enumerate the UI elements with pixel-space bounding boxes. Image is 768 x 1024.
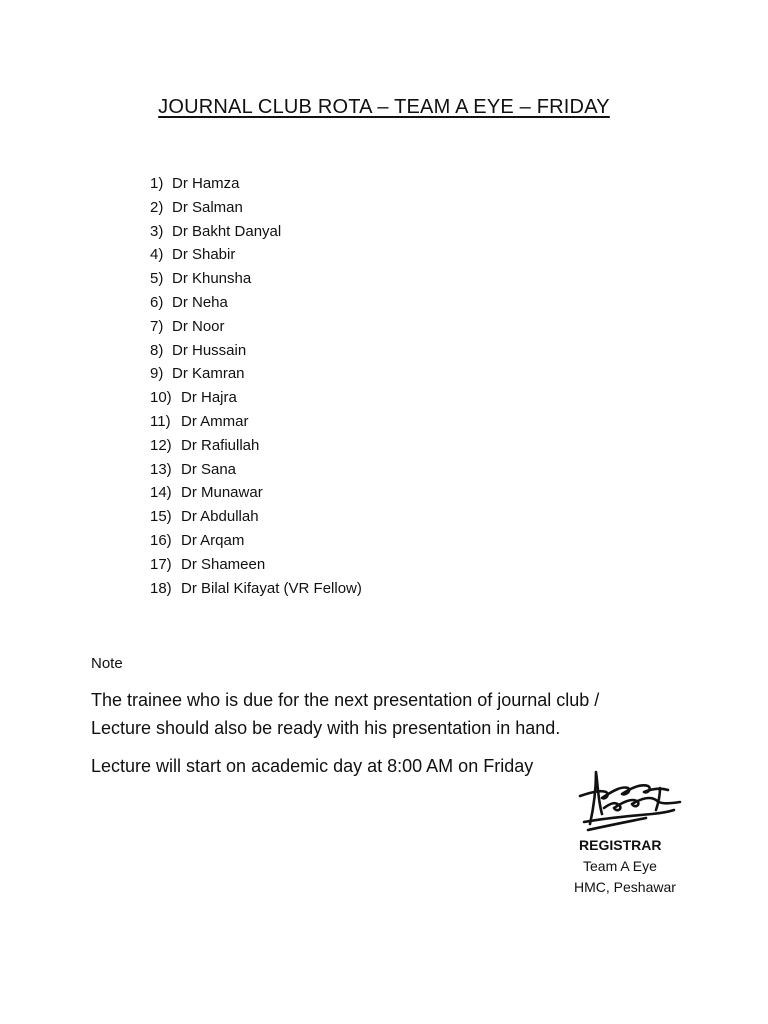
list-item-number: 10) bbox=[150, 389, 172, 407]
list-item bbox=[150, 339, 362, 363]
list-item-number: 18) bbox=[150, 579, 172, 597]
list-item-number: 17) bbox=[150, 555, 172, 573]
list-item-name: Dr Sana bbox=[181, 460, 237, 478]
list-item bbox=[150, 243, 362, 267]
list-item bbox=[150, 267, 362, 291]
list-item-name: Dr Bakht Danyal bbox=[172, 222, 282, 240]
note-label: Note bbox=[91, 655, 123, 672]
list-item bbox=[150, 315, 362, 339]
list-item-name: Dr Hussain bbox=[172, 341, 247, 359]
list-item-number: 5) bbox=[150, 270, 164, 288]
list-item bbox=[150, 553, 362, 577]
signatory-role: REGISTRAR bbox=[579, 837, 662, 853]
list-item-number: 13) bbox=[150, 460, 172, 478]
list-item bbox=[150, 196, 362, 220]
list-item-name: Dr Ammar bbox=[181, 412, 249, 430]
list-item-name: Dr Rafiullah bbox=[181, 436, 260, 454]
list-item bbox=[150, 458, 362, 482]
list-item bbox=[150, 291, 362, 315]
rota-list bbox=[150, 172, 362, 600]
list-item bbox=[150, 172, 362, 196]
list-item-number: 11) bbox=[150, 412, 171, 430]
list-item-name: Dr Hamza bbox=[172, 175, 240, 192]
list-item-number: 16) bbox=[150, 531, 172, 549]
list-item bbox=[150, 434, 362, 458]
list-item bbox=[150, 577, 362, 601]
list-item-name: Dr Abdullah bbox=[181, 508, 259, 526]
list-item-number: 1) bbox=[150, 175, 164, 192]
list-item-number: 7) bbox=[150, 317, 164, 335]
list-item bbox=[150, 362, 362, 386]
list-item-number: 8) bbox=[150, 341, 164, 359]
list-item-number: 2) bbox=[150, 198, 164, 216]
signatory-team: Team A Eye bbox=[583, 858, 657, 874]
list-item-name: Dr Shabir bbox=[172, 246, 236, 264]
list-item bbox=[150, 410, 362, 434]
list-item-number: 3) bbox=[150, 222, 164, 240]
list-item bbox=[150, 220, 362, 244]
list-item-name: Dr Bilal Kifayat (VR Fellow) bbox=[181, 579, 362, 597]
list-item-number: 14) bbox=[150, 484, 172, 502]
list-item-name: Dr Munawar bbox=[181, 484, 263, 502]
note-paragraph-presentation: The trainee who is due for the next presentation of journal club / Lecture should also be ready with his presentation in hand. bbox=[91, 690, 600, 738]
list-item-number: 12) bbox=[150, 436, 172, 454]
list-item-name: Dr Hajra bbox=[181, 389, 237, 407]
list-item bbox=[150, 529, 362, 553]
list-item-name: Dr Salman bbox=[172, 198, 243, 216]
document-title-text: JOURNAL CLUB ROTA – TEAM A EYE – FRIDAY bbox=[158, 96, 610, 118]
list-item-number: 9) bbox=[150, 365, 164, 383]
list-item-name: Dr Shameen bbox=[181, 555, 266, 573]
document-title bbox=[0, 96, 768, 119]
list-item-name: Dr Neha bbox=[172, 293, 228, 311]
list-item-name: Dr Noor bbox=[172, 317, 225, 335]
list-item-name: Dr Kamran bbox=[172, 365, 245, 383]
list-item-name: Dr Khunsha bbox=[172, 270, 252, 288]
list-item-name: Dr Arqam bbox=[181, 531, 245, 549]
signatory-institution: HMC, Peshawar bbox=[574, 879, 676, 895]
list-item-number: 4) bbox=[150, 246, 164, 264]
list-item-number: 15) bbox=[150, 508, 172, 526]
list-item bbox=[150, 386, 362, 410]
list-item bbox=[150, 505, 362, 529]
signature-image bbox=[576, 766, 684, 838]
note-paragraph-lecture-time: Lecture will start on academic day at 8:00 AM on Friday bbox=[91, 756, 534, 776]
list-item bbox=[150, 481, 362, 505]
list-item-number: 6) bbox=[150, 293, 164, 311]
